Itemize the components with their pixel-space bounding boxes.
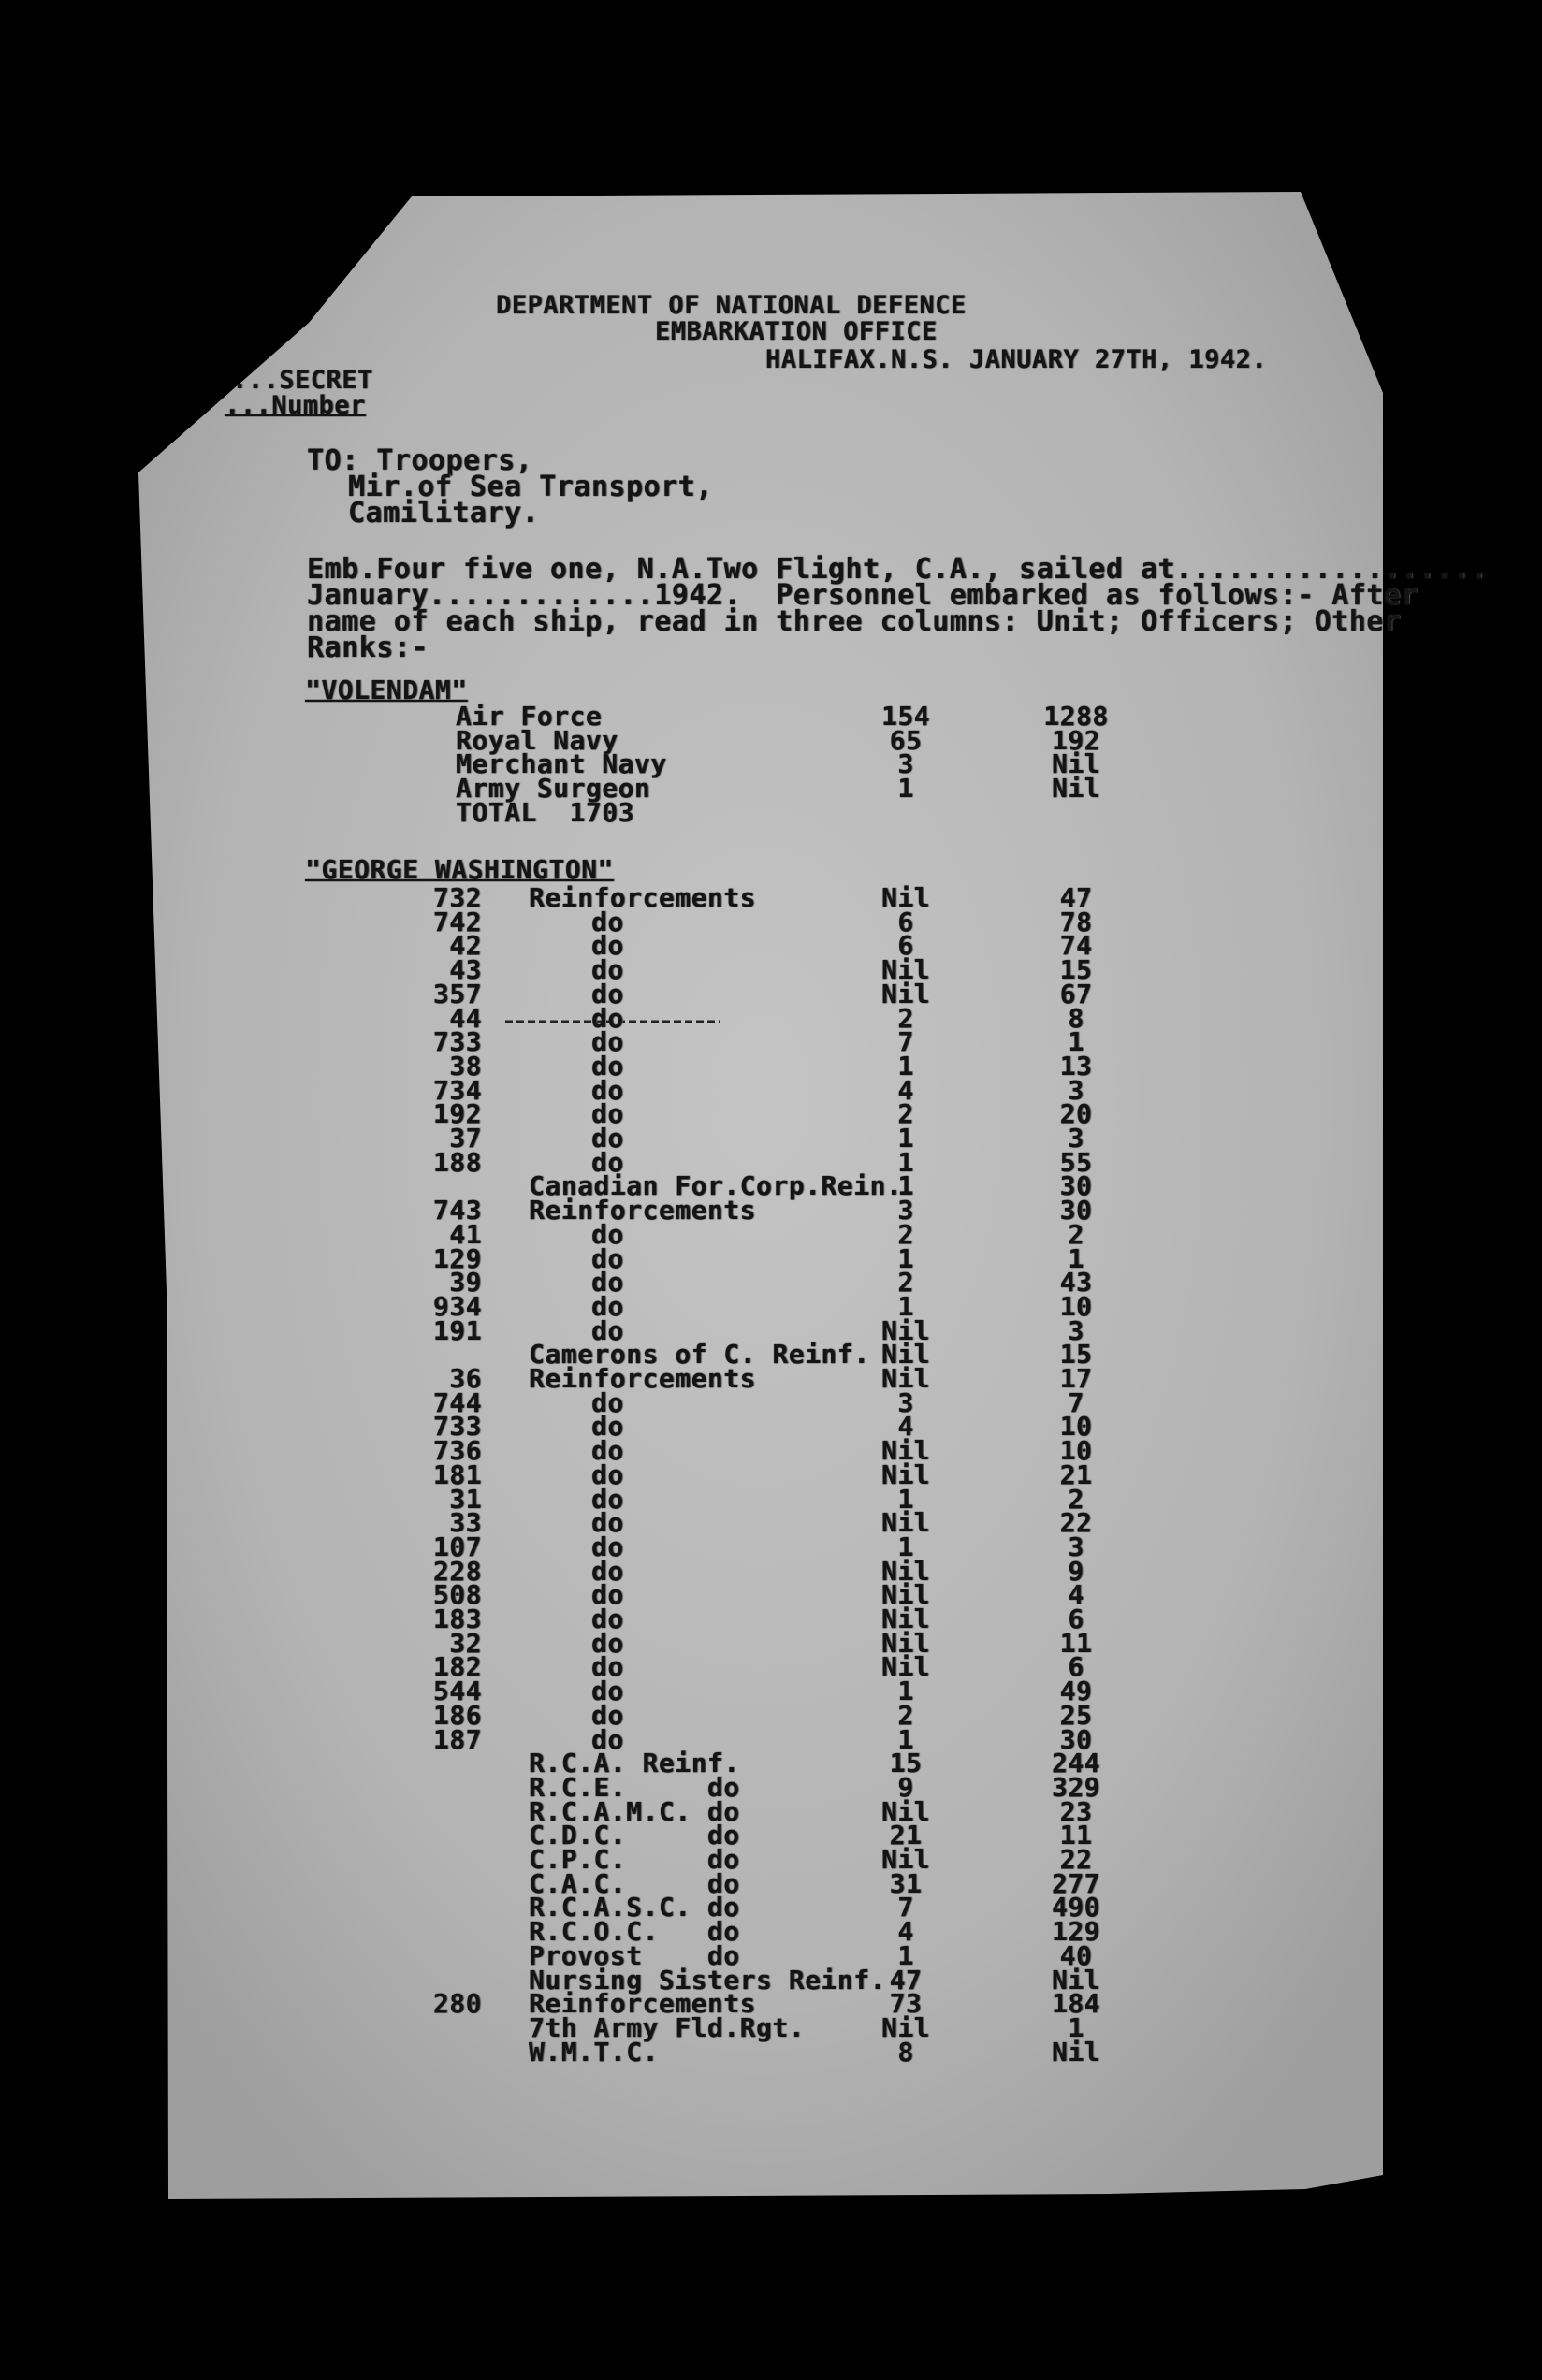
ship-row-other-ranks: 10 bbox=[1059, 1411, 1093, 1443]
ship-row-other-ranks: 43 bbox=[1059, 1267, 1093, 1299]
ship-row-unit: do bbox=[591, 1314, 624, 1346]
ship-row-unit: do bbox=[591, 1699, 624, 1731]
ship-row-number: 33 bbox=[449, 1507, 482, 1539]
ship-row-number: 280 bbox=[432, 1988, 482, 2020]
ship-row-other-ranks: 67 bbox=[1059, 978, 1093, 1009]
ship-row-unit: do bbox=[591, 1723, 624, 1755]
ship-row-other-ranks: Nil bbox=[1051, 748, 1101, 780]
ship-row-number: 228 bbox=[432, 1555, 482, 1587]
ship-row-officers: 15 bbox=[889, 1748, 923, 1779]
ship-row-unit: Merchant Navy bbox=[456, 748, 667, 780]
ship-row-other-ranks: 21 bbox=[1059, 1458, 1093, 1490]
ship-row-other-ranks: 329 bbox=[1051, 1771, 1101, 1803]
ship-row-other-ranks: 244 bbox=[1051, 1748, 1101, 1779]
ship-row-unit: R.C.E. do bbox=[529, 1771, 740, 1803]
ship-row-other-ranks: 11 bbox=[1059, 1820, 1093, 1851]
ship-row-number: 743 bbox=[432, 1195, 482, 1226]
ship-row-other-ranks: 30 bbox=[1059, 1195, 1093, 1226]
ship-row-officers: Nil bbox=[880, 1339, 931, 1371]
ship-row-unit: do bbox=[591, 1507, 624, 1539]
ship-row-other-ranks: 1 bbox=[1068, 1026, 1084, 1058]
ship-row-number: 188 bbox=[432, 1146, 482, 1178]
ship-row-other-ranks: 15 bbox=[1059, 1339, 1093, 1371]
ship-name-volendam: "VOLENDAM" bbox=[305, 675, 468, 705]
ship-row-other-ranks: 25 bbox=[1059, 1699, 1093, 1731]
ship-row-officers: 1 bbox=[897, 1676, 914, 1707]
ship-row-unit: 7th Army Fld.Rgt. bbox=[529, 2011, 806, 2043]
ship-row-unit: do bbox=[591, 1386, 624, 1418]
ship-row-officers: Nil bbox=[880, 882, 931, 913]
ship-row-unit: do bbox=[591, 978, 624, 1009]
ship-row-officers: 4 bbox=[897, 1411, 914, 1443]
message-line-3: name of each ship, read in three columns: Unit; Officers; Other bbox=[307, 605, 1402, 638]
ship-row-officers: 3 bbox=[897, 1195, 914, 1226]
ship-row-other-ranks: 40 bbox=[1059, 1939, 1093, 1971]
ship-row-unit: R.C.A.M.C. do bbox=[529, 1795, 740, 1827]
ship-row-officers: Nil bbox=[880, 1363, 931, 1394]
ship-row-number: 736 bbox=[432, 1435, 482, 1467]
ship-row-other-ranks: 10 bbox=[1059, 1435, 1093, 1467]
message-line-2: January.............1942. Personnel embarked as follows:- After bbox=[307, 579, 1418, 612]
ship-row-other-ranks: 8 bbox=[1068, 1002, 1084, 1034]
ship-row-unit: do bbox=[591, 1098, 624, 1130]
header-office: EMBARKATION OFFICE bbox=[655, 317, 938, 346]
ship-row-unit: R.C.A. Reinf. bbox=[529, 1748, 740, 1779]
ship-row-unit: do bbox=[591, 1242, 624, 1274]
ship-row-other-ranks: 55 bbox=[1059, 1146, 1093, 1178]
ship-row-other-ranks: 11 bbox=[1059, 1627, 1093, 1659]
to-line-2: Mir.of Sea Transport, bbox=[348, 471, 713, 503]
ship-row-number: 508 bbox=[432, 1579, 482, 1611]
ship-row-officers: 1 bbox=[897, 773, 914, 805]
ship-row-number: 183 bbox=[432, 1604, 482, 1634]
ship-row-officers: 7 bbox=[897, 1892, 914, 1923]
ship-row-other-ranks: 10 bbox=[1059, 1290, 1093, 1322]
ship-row-officers: 6 bbox=[897, 906, 914, 937]
ship-row-number: 43 bbox=[449, 954, 482, 986]
ship-row-unit: Army Surgeon bbox=[456, 773, 651, 805]
ship-row-other-ranks: 1 bbox=[1068, 2011, 1084, 2043]
ship-row-officers: 1 bbox=[897, 1290, 914, 1322]
ship-row-unit: do bbox=[591, 954, 624, 986]
ship-row-other-ranks: 184 bbox=[1051, 1988, 1101, 2020]
ship-row-unit: do bbox=[591, 1026, 624, 1058]
ship-row-other-ranks: 7 bbox=[1068, 1386, 1084, 1418]
ship-row-number: 39 bbox=[449, 1267, 482, 1299]
ship-row-number: 733 bbox=[432, 1026, 482, 1058]
ship-row-officers: 1 bbox=[897, 1050, 914, 1081]
ship-row-unit: do bbox=[591, 1435, 624, 1467]
ship-row-officers: 1 bbox=[897, 1723, 914, 1755]
ship-row-unit: C.D.C. do bbox=[529, 1820, 740, 1851]
ship-row-officers: 7 bbox=[897, 1026, 914, 1058]
ship-row-number: 742 bbox=[432, 906, 482, 937]
ship-row-officers: 1 bbox=[897, 1531, 914, 1562]
ship-row-officers: 9 bbox=[897, 1771, 914, 1803]
ship-row-unit: do bbox=[591, 1579, 624, 1611]
ship-row-officers: Nil bbox=[880, 1627, 931, 1659]
ship-row-officers: 1 bbox=[897, 1170, 914, 1202]
ship-row-officers: 6 bbox=[897, 930, 914, 962]
ship-row-officers: 1 bbox=[897, 1146, 914, 1178]
ship-row-officers: Nil bbox=[880, 1555, 931, 1587]
ship-row-unit: do bbox=[591, 1411, 624, 1443]
ship-row-other-ranks: 13 bbox=[1059, 1050, 1093, 1081]
ship-row-officers: 1 bbox=[897, 1123, 914, 1154]
ship-row-number: 187 bbox=[432, 1723, 482, 1755]
ship-row-other-ranks: 1 bbox=[1068, 1242, 1084, 1274]
ship-row-number: 44 bbox=[449, 1002, 482, 1034]
ship-row-officers: 154 bbox=[880, 701, 931, 732]
ship-row-other-ranks: 22 bbox=[1059, 1507, 1093, 1539]
ship-row-number: 31 bbox=[449, 1483, 482, 1515]
ship-row-number: 37 bbox=[449, 1123, 482, 1154]
ship-row-other-ranks: 30 bbox=[1059, 1723, 1093, 1755]
ship-row-other-ranks: 6 bbox=[1068, 1604, 1084, 1634]
ship-row-other-ranks: 3 bbox=[1068, 1074, 1084, 1106]
ship-row-officers: 47 bbox=[889, 1964, 923, 1995]
ship-row-other-ranks: 3 bbox=[1068, 1314, 1084, 1346]
ship-row-officers: 1 bbox=[897, 1939, 914, 1971]
ship-row-officers: 1 bbox=[897, 1242, 914, 1274]
ship-row-unit: do bbox=[591, 1002, 624, 1034]
ship-row-other-ranks: 49 bbox=[1059, 1676, 1093, 1707]
ship-row-officers: 65 bbox=[889, 724, 923, 756]
ship-row-officers: Nil bbox=[880, 1651, 931, 1683]
ship-row-unit: do bbox=[591, 1123, 624, 1154]
ship-row-unit: Reinforcements bbox=[529, 882, 757, 913]
ship-row-unit: do bbox=[591, 1290, 624, 1322]
ship-row-other-ranks: 9 bbox=[1068, 1555, 1084, 1587]
ship-row-unit: Reinforcements bbox=[529, 1195, 757, 1226]
ship-row-unit: do bbox=[591, 1458, 624, 1490]
ship-row-other-ranks: 17 bbox=[1059, 1363, 1093, 1394]
ship-row-other-ranks: 3 bbox=[1068, 1531, 1084, 1562]
ship-row-officers: Nil bbox=[880, 978, 931, 1009]
ship-row-officers: Nil bbox=[880, 1604, 931, 1634]
ship-row-unit: do bbox=[591, 906, 624, 937]
ship-row-officers: Nil bbox=[880, 1435, 931, 1467]
ship-row-number: 38 bbox=[449, 1050, 482, 1081]
ship-row-number: 32 bbox=[449, 1627, 482, 1659]
ship-row-officers: Nil bbox=[880, 1314, 931, 1346]
ship-row-other-ranks: 47 bbox=[1059, 882, 1093, 913]
ship-row-unit: TOTAL 1703 bbox=[456, 796, 634, 828]
ship-row-unit: do bbox=[591, 930, 624, 962]
left-fragment-2: ...Number bbox=[225, 391, 366, 420]
ship-row-officers: 8 bbox=[897, 2036, 914, 2068]
ship-row-officers: 2 bbox=[897, 1098, 914, 1130]
ship-row-officers: Nil bbox=[880, 1795, 931, 1827]
to-line-1: TO: Troopers, bbox=[307, 444, 533, 477]
ship-row-other-ranks: 23 bbox=[1059, 1795, 1093, 1827]
ship-row-unit: do bbox=[591, 1676, 624, 1707]
ship-row-number: 544 bbox=[432, 1676, 482, 1707]
ship-row-other-ranks: 129 bbox=[1051, 1916, 1101, 1948]
ship-row-other-ranks: 192 bbox=[1051, 724, 1101, 756]
ship-row-officers: Nil bbox=[880, 1579, 931, 1611]
ship-row-number: 733 bbox=[432, 1411, 482, 1443]
ship-row-officers: 73 bbox=[889, 1988, 923, 2020]
ship-row-number: 732 bbox=[432, 882, 482, 913]
ship-row-number: 129 bbox=[432, 1242, 482, 1274]
message-line-1: Emb.Four five one, N.A.Two Flight, C.A., sailed at.................. bbox=[307, 553, 1489, 586]
ship-row-other-ranks: 22 bbox=[1059, 1844, 1093, 1875]
ship-row-officers: Nil bbox=[880, 2011, 931, 2043]
header-date: HALIFAX.N.S. JANUARY 27TH, 1942. bbox=[765, 345, 1268, 374]
header-department: DEPARTMENT OF NATIONAL DEFENCE bbox=[496, 291, 967, 320]
ship-row-unit: Provost do bbox=[529, 1939, 740, 1971]
ship-row-unit: Nursing Sisters Reinf. bbox=[529, 1964, 886, 1995]
ship-row-number: 192 bbox=[432, 1098, 482, 1130]
ship-row-officers: 3 bbox=[897, 748, 914, 780]
ship-row-unit: Air Force bbox=[456, 701, 603, 732]
ship-row-other-ranks: 20 bbox=[1059, 1098, 1093, 1130]
ship-row-unit: Royal Navy bbox=[456, 724, 618, 756]
ship-row-unit: do bbox=[591, 1483, 624, 1515]
ship-row-number: 107 bbox=[432, 1531, 482, 1562]
ship-row-unit: Camerons of C. Reinf. bbox=[529, 1339, 870, 1371]
ship-row-unit: C.P.C. do bbox=[529, 1844, 740, 1875]
ship-row-officers: 1 bbox=[897, 1483, 914, 1515]
ship-row-other-ranks: 4 bbox=[1068, 1579, 1084, 1611]
ship-row-unit: do bbox=[591, 1531, 624, 1562]
ship-row-unit: R.C.O.C. do bbox=[529, 1916, 740, 1948]
ship-row-other-ranks: Nil bbox=[1051, 2036, 1101, 2068]
ship-row-unit: R.C.A.S.C. do bbox=[529, 1892, 740, 1923]
ship-row-unit: do bbox=[591, 1146, 624, 1178]
ship-row-number: 734 bbox=[432, 1074, 482, 1106]
ship-name-george-washington: "GEORGE WASHINGTON" bbox=[305, 854, 614, 885]
ship-row-other-ranks: 3 bbox=[1068, 1123, 1084, 1154]
ship-row-unit: do bbox=[591, 1555, 624, 1587]
ship-row-officers: Nil bbox=[880, 1458, 931, 1490]
ship-row-unit: Canadian For.Corp.Rein. bbox=[529, 1170, 903, 1202]
ship-row-unit: do bbox=[591, 1627, 624, 1659]
ship-row-officers: 21 bbox=[889, 1820, 923, 1851]
ship-row-other-ranks: 277 bbox=[1051, 1867, 1101, 1899]
ship-row-officers: 2 bbox=[897, 1218, 914, 1250]
ship-row-other-ranks: 78 bbox=[1059, 906, 1093, 937]
ship-row-number: 41 bbox=[449, 1218, 482, 1250]
ship-row-unit: do bbox=[591, 1651, 624, 1683]
ship-row-number: 191 bbox=[432, 1314, 482, 1346]
ship-row-unit: Reinforcements bbox=[529, 1988, 757, 2020]
ship-row-other-ranks: Nil bbox=[1051, 1964, 1101, 1995]
ship-row-unit: W.M.T.C. bbox=[529, 2036, 659, 2068]
ship-row-officers: Nil bbox=[880, 1844, 931, 1875]
ship-row-other-ranks: 1288 bbox=[1043, 701, 1109, 732]
ship-row-other-ranks: 2 bbox=[1068, 1218, 1084, 1250]
ship-row-officers: 2 bbox=[897, 1002, 914, 1034]
to-line-3: Camilitary. bbox=[348, 497, 540, 530]
ship-row-number: 934 bbox=[432, 1290, 482, 1322]
message-line-4: Ranks:- bbox=[307, 631, 429, 664]
ship-row-unit: Reinforcements bbox=[529, 1363, 757, 1394]
ship-row-unit: do bbox=[591, 1074, 624, 1106]
ship-row-number: 42 bbox=[449, 930, 482, 962]
ship-row-officers: 4 bbox=[897, 1074, 914, 1106]
ship-row-unit: C.A.C. do bbox=[529, 1867, 740, 1899]
ship-row-other-ranks: 6 bbox=[1068, 1651, 1084, 1683]
ship-row-officers: 31 bbox=[889, 1867, 923, 1899]
ship-row-other-ranks: Nil bbox=[1051, 773, 1101, 805]
ship-row-number: 36 bbox=[449, 1363, 482, 1394]
ship-row-number: 744 bbox=[432, 1386, 482, 1418]
ship-row-unit: do bbox=[591, 1604, 624, 1634]
ship-row-officers: 2 bbox=[897, 1267, 914, 1299]
ship-row-unit: do bbox=[591, 1218, 624, 1250]
ship-row-officers: 4 bbox=[897, 1916, 914, 1948]
ship-row-other-ranks: 74 bbox=[1059, 930, 1093, 962]
ship-row-other-ranks: 15 bbox=[1059, 954, 1093, 986]
ship-row-officers: 2 bbox=[897, 1699, 914, 1731]
ship-row-number: 181 bbox=[432, 1458, 482, 1490]
ship-row-officers: Nil bbox=[880, 1507, 931, 1539]
ship-row-number: 357 bbox=[432, 978, 482, 1009]
ship-row-unit: do bbox=[591, 1267, 624, 1299]
ship-row-other-ranks: 30 bbox=[1059, 1170, 1093, 1202]
ship-row-officers: Nil bbox=[880, 954, 931, 986]
ship-row-other-ranks: 2 bbox=[1068, 1483, 1084, 1515]
ship-row-other-ranks: 490 bbox=[1051, 1892, 1101, 1923]
ship-row-number: 182 bbox=[432, 1651, 482, 1683]
ship-row-officers: 3 bbox=[897, 1386, 914, 1418]
left-fragment-1: ...SECRET bbox=[232, 366, 373, 395]
ship-row-unit: do bbox=[591, 1050, 624, 1081]
ship-row-number: 186 bbox=[432, 1699, 482, 1731]
